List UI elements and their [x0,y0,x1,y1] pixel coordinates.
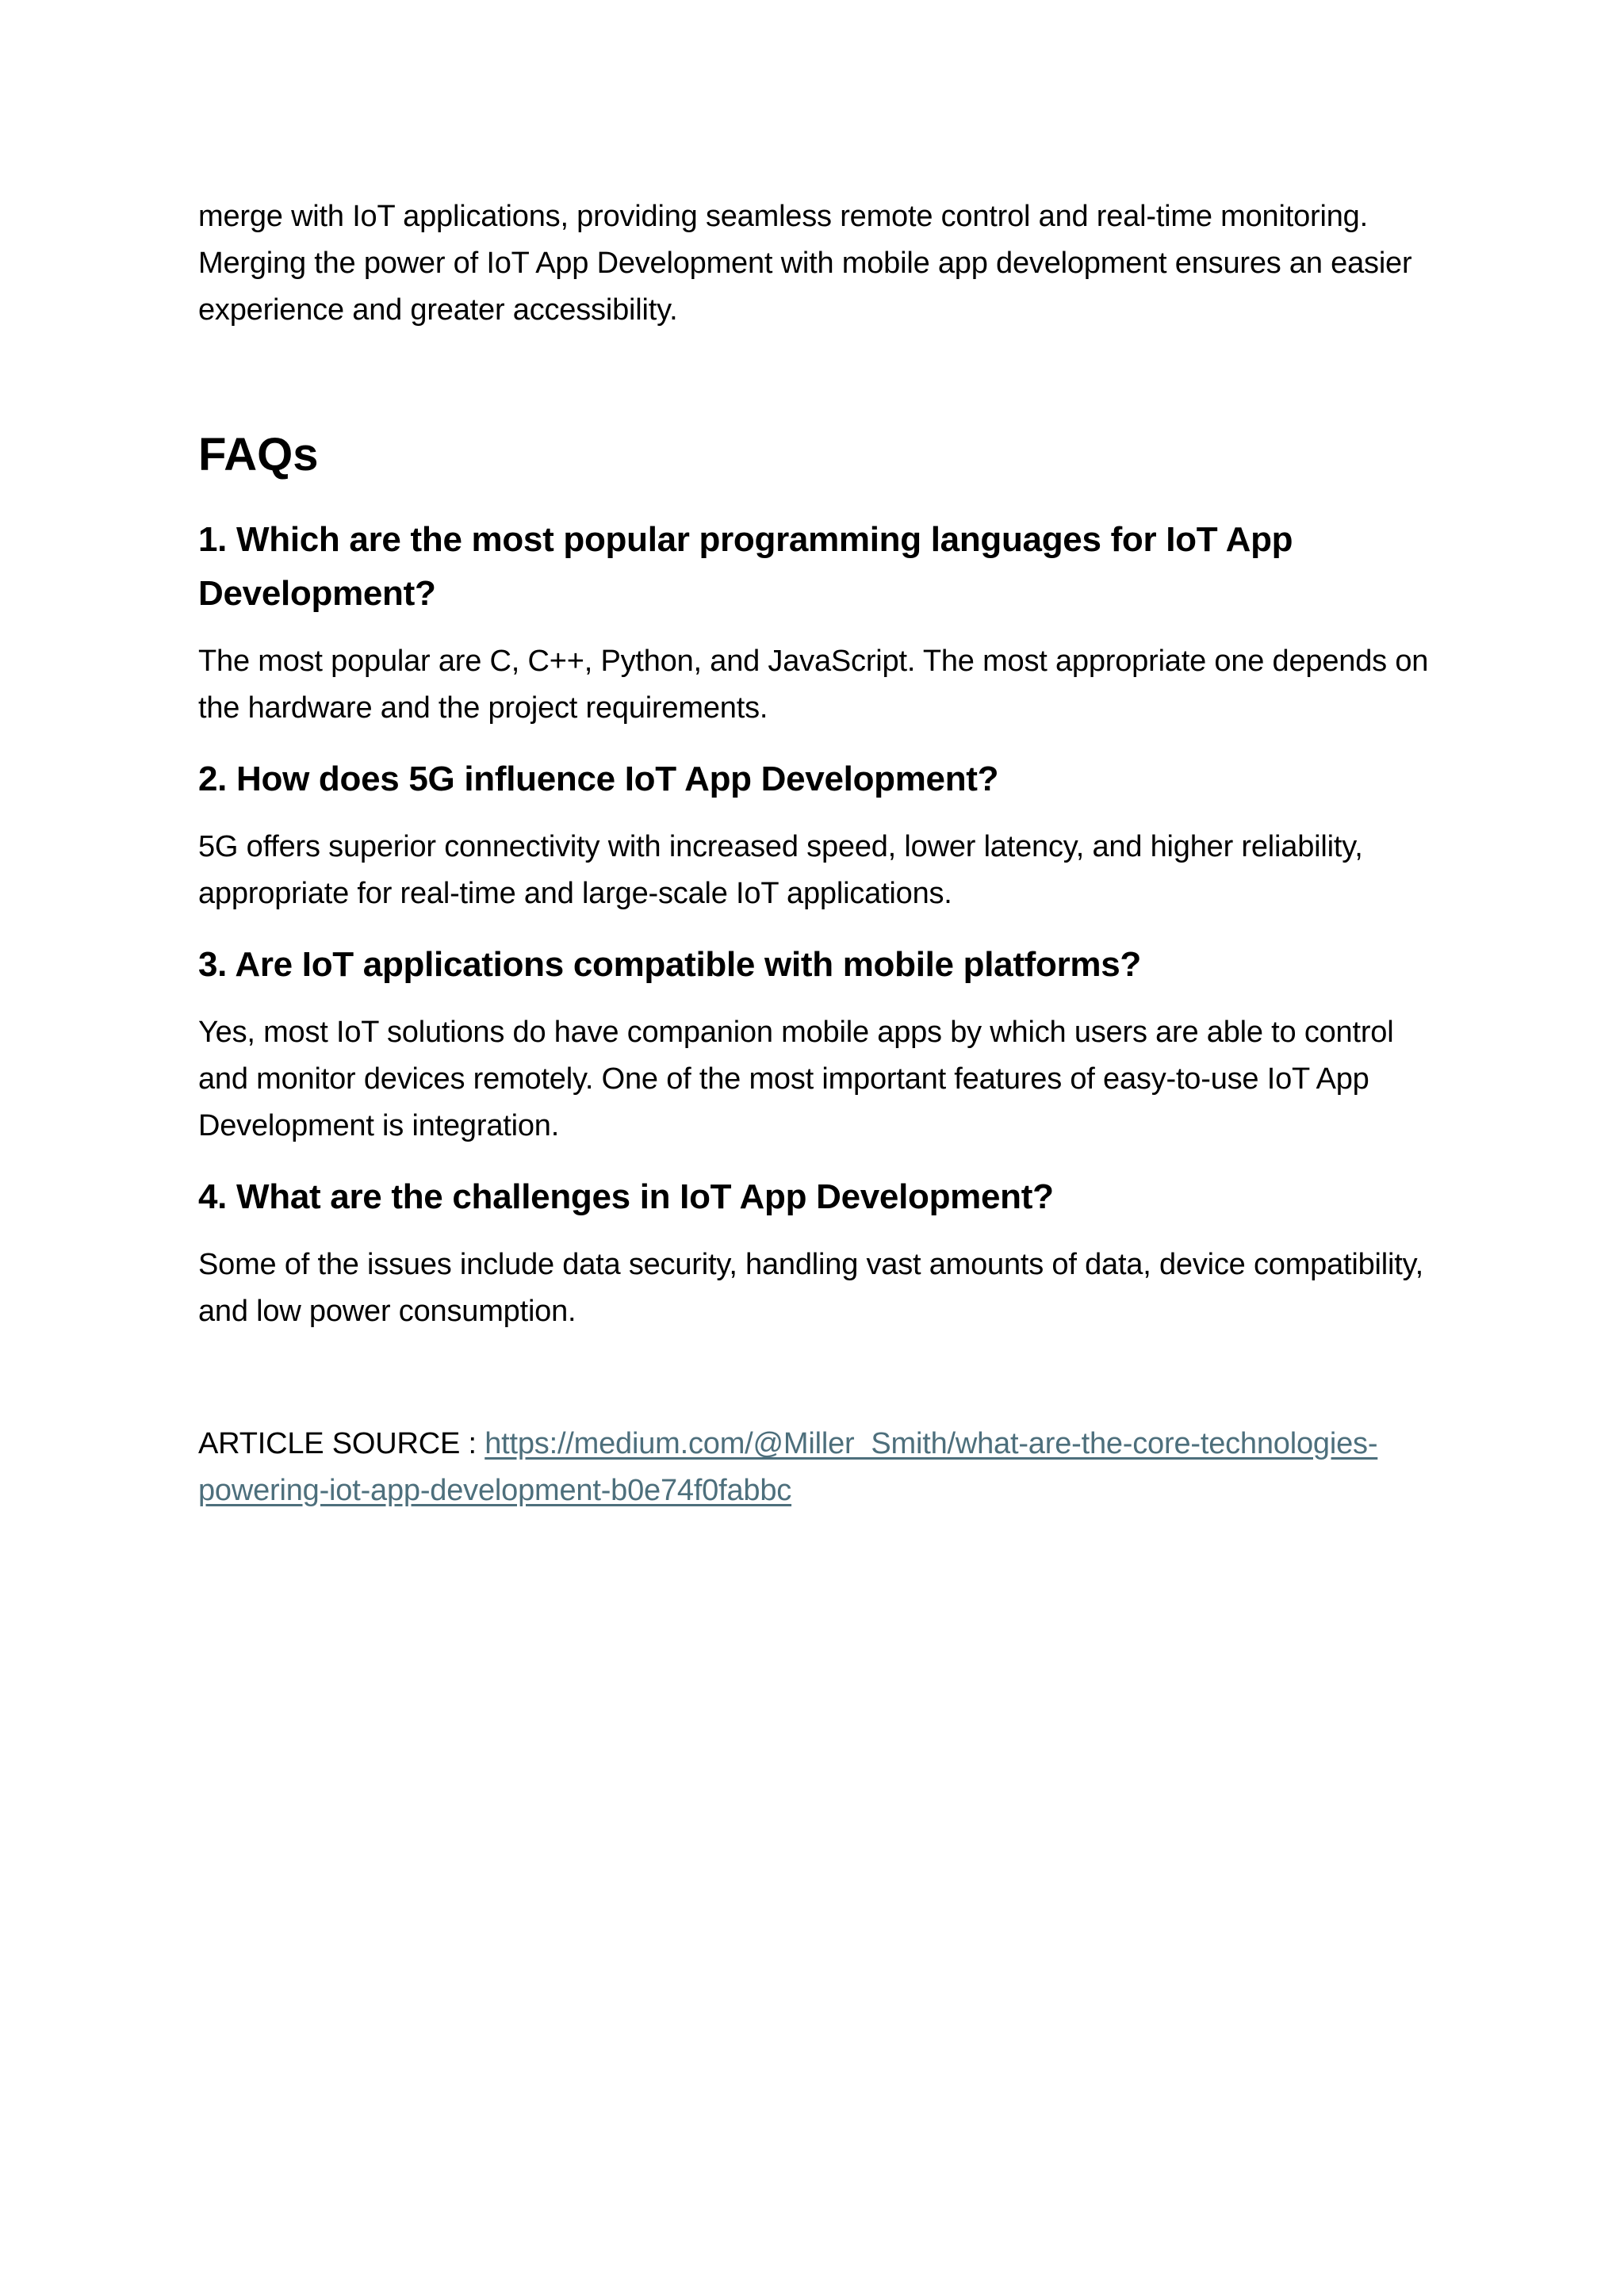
faq-question: 2. How does 5G influence IoT App Development? [198,760,999,798]
document-content [198,193,1435,1514]
faq-item-2 [198,752,1435,917]
faq-question: 4. What are the challenges in IoT App Development? [198,1177,1054,1216]
faq-question: 1. Which are the most popular programming languages for IoT App Development? [198,520,1293,613]
intro-paragraph: merge with IoT applications, providing seamless remote control and real-time monitoring. Merging the power of IoT App Development with mobile app development ensures an easier experience and greater accessibility. [198,200,1412,327]
article-source-link[interactable]: https://medium.com/@Miller_Smith/what-are-the-core-technologies-powering-iot-app-development-b0e74f0fabbc [198,1427,1378,1507]
faq-item-1 [198,513,1435,732]
faq-heading: FAQs [198,429,319,480]
faq-question: 3. Are IoT applications compatible with mobile platforms? [198,945,1141,984]
article-source [198,1421,1435,1514]
faq-item-3 [198,938,1435,1150]
faq-answer: Yes, most IoT solutions do have companion mobile apps by which users are able to control and monitor devices remotely. One of the most important features of easy-to-use IoT App Development is integration. [198,1016,1394,1142]
faq-item-4 [198,1170,1435,1335]
article-source-label: ARTICLE SOURCE : [198,1427,485,1460]
faq-answer: The most popular are C, C++, Python, and JavaScript. The most appropriate one depends on the hardware and the project requirements. [198,645,1429,725]
faq-answer: 5G offers superior connectivity with increased speed, lower latency, and higher reliability, appropriate for real-time and large-scale IoT applications. [198,830,1363,910]
faq-answer: Some of the issues include data security, handling vast amounts of data, device compatibility, and low power consumption. [198,1248,1423,1328]
